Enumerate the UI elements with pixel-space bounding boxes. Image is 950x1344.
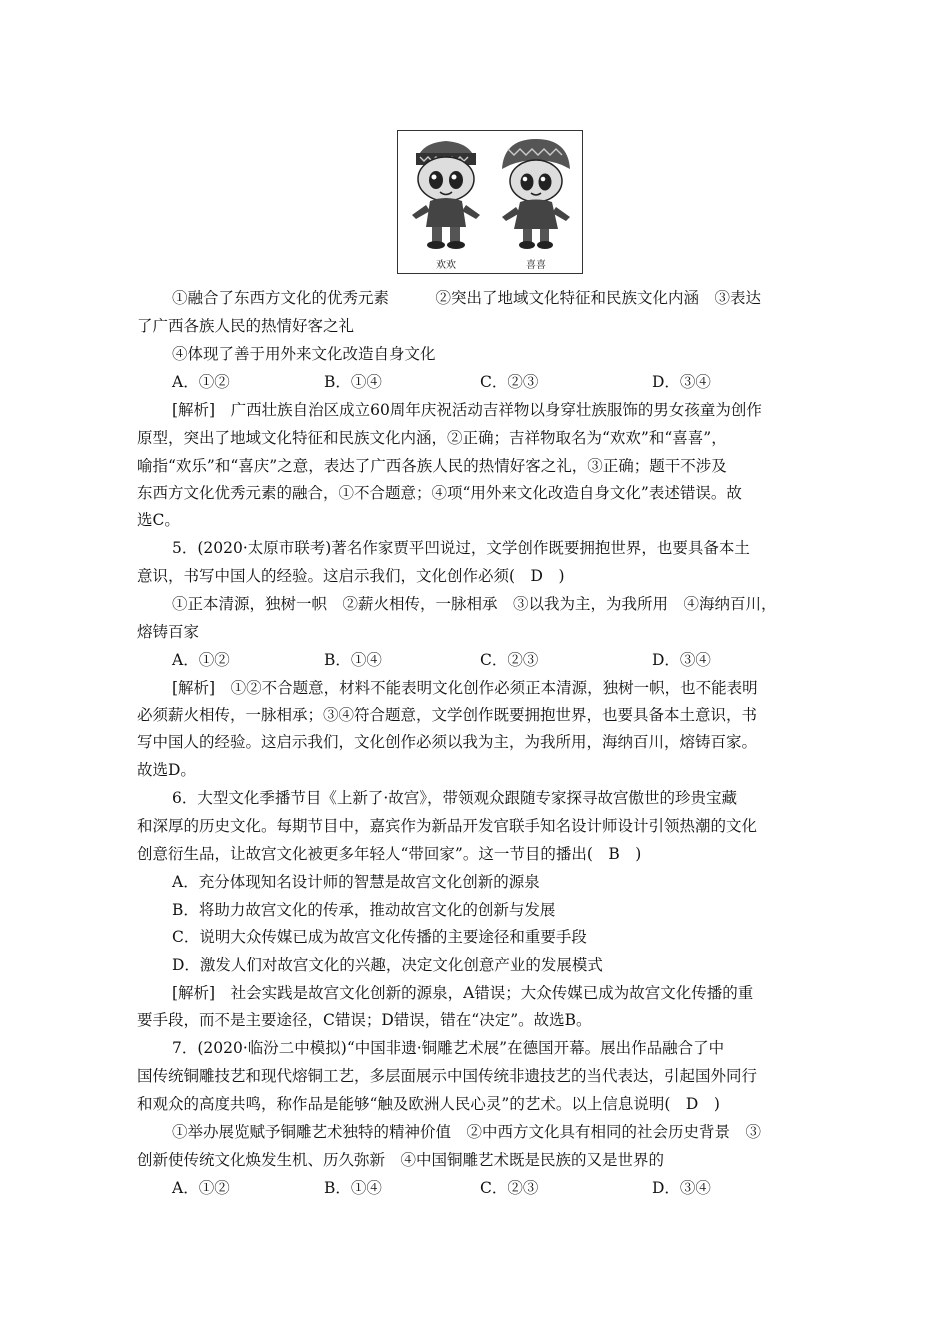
q4-choice-line-2: 了广西各族人民的热情好客之礼 [137, 317, 355, 335]
mascot-boy-image [402, 135, 490, 253]
q4-analysis-line-3: 喻指“欢乐”和“喜庆”之意，表达了广西各族人民的热情好客之礼，③正确；题干不涉及 [137, 457, 727, 475]
q4-analysis-line-2: 原型，突出了地域文化特征和民族文化内涵，②正确；吉祥物取名为“欢欢”和“喜喜”， [137, 429, 727, 447]
mascot-name-xixi: 喜喜 [526, 260, 546, 271]
q6-analysis-line-2: 要手段，而不是主要途径，C错误；D错误，错在“决定”。故选B。 [137, 1011, 592, 1029]
q6-option-d: D．激发人们对故宫文化的兴趣，决定文化创意产业的发展模式 [172, 956, 603, 974]
option-b: B．①④ [324, 373, 382, 391]
q5-stem-line-2: 意识，书写中国人的经验。这启示我们，文化创作必须( D ) [137, 567, 565, 585]
option-c: C．②③ [480, 373, 539, 391]
option-b: B．①④ [324, 651, 382, 669]
q5-choice-line-1: ①正本清源，独树一帜 ②薪火相传，一脉相承 ③以我为主，为我所用 ④海纳百川， [172, 595, 777, 613]
q4-analysis-line-4: 东西方文化优秀元素的融合，①不合题意；④项“用外来文化改造自身文化”表述错误。故 [137, 484, 742, 502]
option-b: B．①④ [324, 1179, 382, 1197]
q6-stem-line-2: 和深厚的历史文化。每期节目中，嘉宾作为新品开发官联手知名设计师设计引领热潮的文化 [137, 817, 758, 835]
option-a: A．①② [172, 651, 230, 669]
q7-choice-line-1: ①举办展览赋予铜雕艺术独特的精神价值 ②中西方文化具有相同的社会历史背景 ③ [172, 1123, 762, 1141]
q4-choice-line-1: ①融合了东西方文化的优秀元素 ②突出了地域文化特征和民族文化内涵 ③表达 [172, 289, 762, 307]
q6-analysis-line-1: [解析] 社会实践是故宫文化创新的源泉，A错误；大众传媒已成为故宫文化传播的重 [172, 984, 754, 1002]
q7-stem-line-2: 国传统铜雕技艺和现代熔铜工艺，多层面展示中国传统非遗技艺的当代表达，引起国外同行 [137, 1067, 758, 1085]
q5-choice-line-2: 熔铸百家 [137, 623, 200, 641]
option-a: A．①② [172, 1179, 230, 1197]
mascot-girl-image [492, 135, 580, 253]
option-d: D．③④ [652, 651, 711, 669]
q6-stem-line-1: 6．大型文化季播节目《上新了·故宫》，带领观众跟随专家探寻故宫傲世的珍贵宝藏 [172, 789, 738, 807]
option-c: C．②③ [480, 1179, 539, 1197]
q5-analysis-line-4: 故选D。 [137, 761, 196, 779]
mascot-name-huanhuan: 欢欢 [436, 260, 456, 271]
q6-option-c: C．说明大众传媒已成为故宫文化传播的主要途径和重要手段 [172, 928, 587, 946]
q5-analysis-line-2: 必须薪火相传，一脉相承；③④符合题意，文学创作既要拥抱世界，也要具备本土意识，书 [137, 706, 758, 724]
q4-choice-line-3: ④体现了善于用外来文化改造自身文化 [172, 345, 436, 363]
option-a: A．①② [172, 373, 230, 391]
mascot-figure [397, 130, 583, 274]
q4-analysis-line-5: 选C。 [137, 511, 180, 529]
q6-option-a: A．充分体现知名设计师的智慧是故宫文化创新的源泉 [172, 873, 540, 891]
q6-option-b: B．将助力故宫文化的传承，推动故宫文化的创新与发展 [172, 901, 556, 919]
q6-stem-line-3: 创意衍生品，让故宫文化被更多年轻人“带回家”。这一节目的播出( B ) [137, 845, 642, 863]
q7-stem-line-3: 和观众的高度共鸣，称作品是能够“触及欧洲人民心灵”的艺术。以上信息说明( D ) [137, 1095, 720, 1113]
q5-stem-line-1: 5．(2020·太原市联考)著名作家贾平凹说过，文学创作既要拥抱世界，也要具备本土 [172, 539, 750, 557]
q7-choice-line-2: 创新使传统文化焕发生机、历久弥新 ④中国铜雕艺术既是民族的又是世界的 [137, 1151, 665, 1169]
q5-analysis-line-3: 写中国人的经验。这启示我们，文化创作必须以我为主，为我所用，海纳百川，熔铸百家。 [137, 733, 758, 751]
option-c: C．②③ [480, 651, 539, 669]
q7-stem-line-1: 7．(2020·临汾二中模拟)“中国非遗·铜雕艺术展”在德国开幕。展出作品融合了中 [172, 1039, 725, 1057]
option-d: D．③④ [652, 373, 711, 391]
q5-analysis-line-1: [解析] ①②不合题意，材料不能表明文化创作必须正本清源，独树一帜，也不能表明 [172, 679, 758, 697]
option-d: D．③④ [652, 1179, 711, 1197]
q4-analysis-line-1: [解析] 广西壮族自治区成立60周年庆祝活动吉祥物以身穿壮族服饰的男女孩童为创作 [172, 401, 762, 419]
